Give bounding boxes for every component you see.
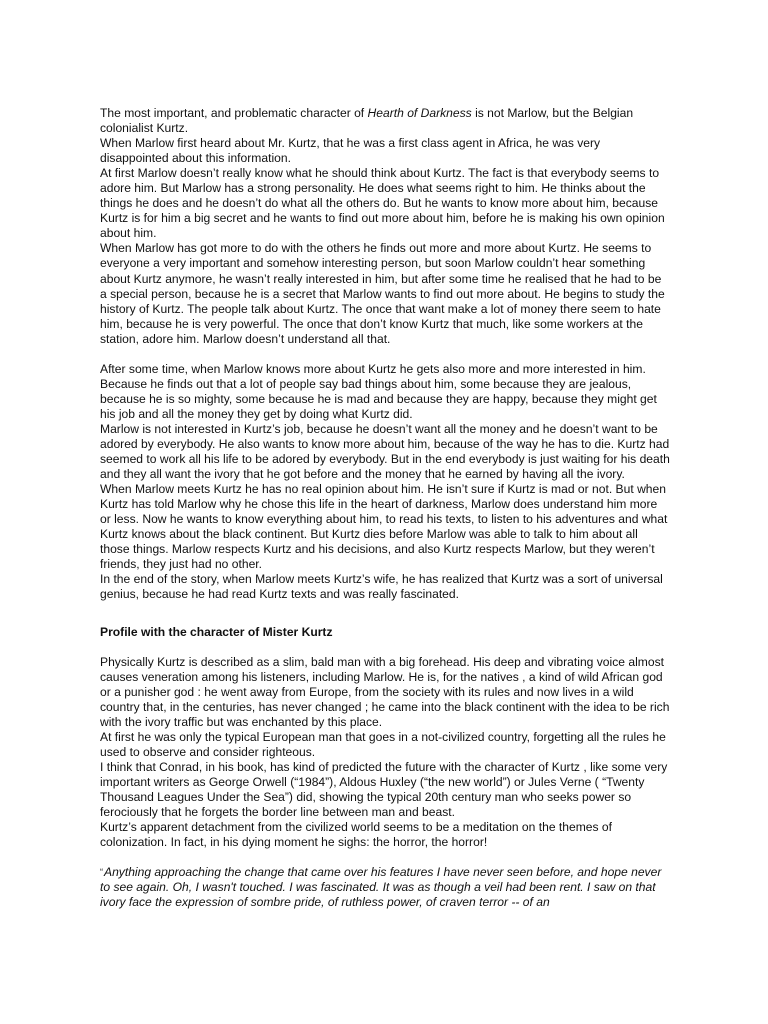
body-paragraph: At first Marlow doesn’t really know what he should think about Kurtz. The fact is that everybody seems to adore him. But Marlow has a strong personality. He does what seems right to him. He thinks about the things he does and he doesn’t do what all the others do. But he wants to know more about him, because Kurtz is for him a big secret and he wants to find out more about him, before he is making his own opinion about him. bbox=[100, 166, 665, 241]
body-paragraph: After some time, when Marlow knows more about Kurtz he gets also more and more interested in him. Because he finds out that a lot of people say bad things about him, some because they are jealous, because he is so mighty, some because he is mad and because they are happy, because they might get his job and all the money they get by doing what Kurtz did. bbox=[100, 361, 657, 421]
body-paragraph: When Marlow has got more to do with the others he finds out more and more about Kurtz. He seems to everyone a very important and somehow interesting person, but soon Marlow couldn’t hear something about Kurtz anymore, he wasn’t really interested in him, but after some time he realised that he had to be a special person, because he is a secret that Marlow wants to find out more about. He begins to study the history of Kurtz. The people talk about Kurtz. The once that want make a lot of money there seem to hate him, because he is very powerful. The once that don’t know Kurtz that much, like some workers at the station, adore him. Marlow doesn’t understand all that. bbox=[100, 241, 665, 346]
body-paragraph: In the end of the story, when Marlow meets Kurtz’s wife, he has realized that Kurtz was a sort of universal genius, because he had read Kurtz texts and was really fascinated. bbox=[100, 572, 663, 602]
body-paragraph: At first he was only the typical European man that goes in a not-civilized country, forgetting all the rules he used to observe and consider righteous. bbox=[100, 729, 666, 759]
paragraph-gap bbox=[100, 850, 670, 865]
intro-text-end: is not Marlow, but the Belgian colonialist Kurtz. bbox=[100, 106, 634, 136]
paragraph-gap bbox=[100, 347, 670, 362]
body-paragraph: I think that Conrad, in his book, has kind of predicted the future with the character of Kurtz , like some very important writers as George Orwell (“1984”), Aldous Huxley (“the new world”) or Jules Verne ( “Twenty Thousand Leagues Under the Sea”) did, showing the typical 20th century man who seeks power so ferociously that he forgets the border line between man and beast. bbox=[100, 759, 668, 820]
book-title: Hearth of Darkness bbox=[367, 106, 472, 120]
quote-text: Anything approaching the change that came over his features I have never seen before, and hope never to see again. Oh, I wasn't touched. I was fascinated. It was as though a veil had been rent. I saw on that ivory face the expression of sombre pride, of ruthless power, of craven terror -- of an bbox=[100, 865, 662, 910]
body-paragraph: When Marlow meets Kurtz he has no real opinion about him. He isn’t sure if Kurtz is mad or not. But when Kurtz has told Marlow why he chose this life in the heart of darkness, Marlow does understand him more or less. Now he wants to know everything about him, to read his texts, to listen to his adventures and what Kurtz knows about the black continent. But Kurtz dies before Marlow was able to talk to him about all those things. Marlow respects Kurtz and his decisions, and also Kurtz respects Marlow, but they weren’t friends, they just had no other. bbox=[100, 482, 668, 572]
quote-mark: “ bbox=[100, 867, 103, 878]
body-paragraph: Kurtz’s apparent detachment from the civilized world seems to be a meditation on the themes of colonization. In fact, in his dying moment he sighs: the horror, the horror! bbox=[100, 820, 613, 850]
body-paragraph: When Marlow first heard about Mr. Kurtz, that he was a first class agent in Africa, he was very disappointed about this information. bbox=[100, 136, 601, 166]
intro-text-start: The most important, and problematic character of bbox=[100, 106, 368, 120]
body-paragraph: Marlow is not interested in Kurtz’s job, because he doesn’t want all the money and he doesn’t want to be adored by everybody. He also wants to know more about him, because of the way he has to die. Kurtz had seemed to work all his life to be adored by everybody. But in the end everybody is just waiting for his death and they all want the ivory that he got before and the money that he earned by having all the ivory. bbox=[100, 421, 670, 482]
paragraph-gap bbox=[100, 640, 670, 655]
intro-paragraph bbox=[100, 106, 670, 136]
document-page bbox=[100, 106, 670, 910]
paragraph-gap bbox=[100, 603, 670, 625]
section-heading: Profile with the character of Mister Kurtz bbox=[100, 624, 333, 639]
block-quote bbox=[100, 865, 670, 910]
body-paragraph: Physically Kurtz is described as a slim, bald man with a big forehead. His deep and vibrating voice almost causes veneration among his listeners, including Marlow. He is, for the natives , a kind of wild African god or a punisher god : he went away from Europe, from the society with its rules and now lives in a wild country that, in the centuries, has never changed ; he came into the black continent with the idea to be rich with the ivory traffic but was enchanted by this place. bbox=[100, 654, 670, 729]
